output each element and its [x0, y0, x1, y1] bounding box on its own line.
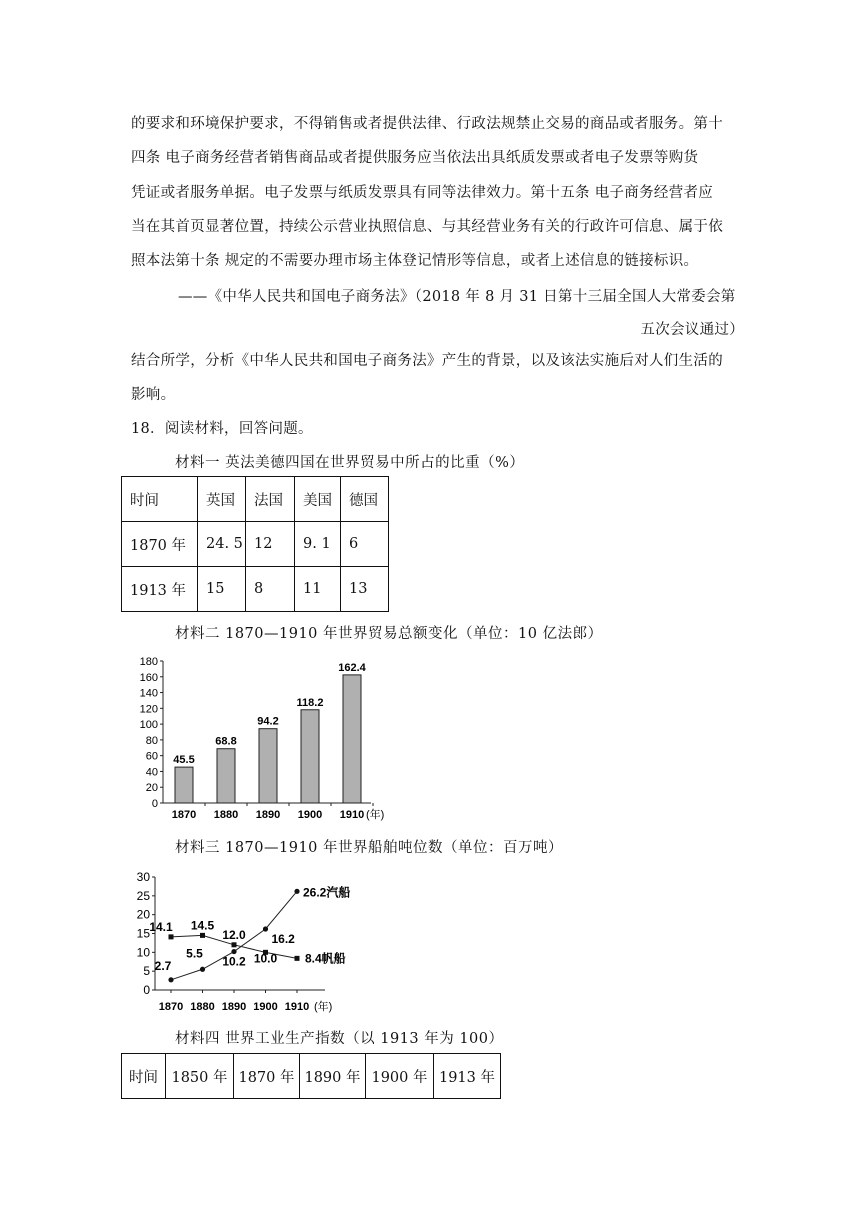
- data-point: [169, 934, 174, 939]
- table-header-cell: 法国: [246, 477, 295, 522]
- y-tick-label: 5: [143, 964, 150, 979]
- data-point: [200, 967, 205, 972]
- data-point: [294, 889, 299, 894]
- x-tick-label: 1890: [255, 809, 281, 821]
- y-tick-label: 25: [136, 888, 150, 903]
- y-tick-label: 100: [139, 719, 158, 732]
- y-tick-label: 80: [145, 734, 158, 747]
- table-cell: 11: [295, 567, 341, 612]
- y-tick-label: 40: [145, 766, 158, 779]
- bar-value-label: 162.4: [338, 661, 366, 674]
- data-point: [295, 956, 300, 961]
- passage-line-1: 的要求和环境保护要求，不得销售或者提供法律、行政法规禁止交易的商品或者服务。第十: [131, 116, 723, 132]
- y-tick-label: 20: [136, 907, 150, 922]
- table-header-cell: 1900 年: [366, 1054, 434, 1099]
- passage-source-cont: 五次会议通过）: [640, 322, 744, 338]
- data-label: 2.7: [154, 958, 172, 973]
- table-header-cell: 1890 年: [300, 1054, 366, 1099]
- bar-value-label: 94.2: [257, 715, 279, 728]
- data-point: [232, 942, 237, 947]
- passage-line-3: 凭证或者服务单据。电子发票与纸质发票具有同等法律效力。第十五条 电子商务经营者应: [131, 185, 714, 201]
- material1-table: [121, 476, 389, 612]
- table-header-row: [122, 477, 389, 522]
- data-label: 10.0: [253, 951, 278, 966]
- x-tick-label: 1900: [253, 1001, 278, 1013]
- x-tick-label: 1900: [297, 809, 323, 821]
- table-cell: 9. 1: [295, 522, 341, 567]
- bar-value-label: 45.5: [173, 754, 195, 767]
- trade-volume-bar-chart: [130, 652, 390, 828]
- x-tick-label: 1880: [190, 1001, 215, 1013]
- table-row: [122, 567, 389, 612]
- y-tick-label: 30: [136, 870, 150, 884]
- table-cell: 6: [341, 522, 389, 567]
- ship-tonnage-line-chart: [130, 866, 390, 1016]
- material4-table: [121, 1053, 501, 1099]
- bar: [217, 749, 235, 803]
- table-cell: 12: [246, 522, 295, 567]
- y-tick-label: 0: [143, 983, 150, 997]
- passage-line-5: 照本法第十条 规定的不需要办理市场主体登记情形等信息，或者上述信息的链接标识。: [131, 253, 699, 269]
- table-header-cell: 1850 年: [166, 1054, 234, 1099]
- series-end-label: 8.4帆船: [305, 951, 346, 966]
- material4-caption: 材料四 世界工业生产指数（以 1913 年为 100）: [175, 1031, 504, 1047]
- question18-title: 18．阅读材料，回答问题。: [131, 421, 313, 437]
- x-axis-label: (年): [366, 809, 385, 821]
- table-header-cell: 1870 年: [234, 1054, 300, 1099]
- series-end-label: 26.2汽船: [303, 885, 351, 900]
- data-point: [200, 933, 205, 938]
- y-tick-label: 10: [136, 945, 150, 960]
- y-tick-label: 180: [139, 656, 158, 668]
- x-tick-label: 1880: [213, 809, 239, 821]
- table-header-cell: 德国: [341, 477, 389, 522]
- table-header-cell: 时间: [122, 477, 198, 522]
- y-tick-label: 140: [139, 687, 158, 700]
- data-label: 10.2: [222, 954, 246, 969]
- y-tick-label: 0: [151, 798, 158, 810]
- bar: [343, 675, 361, 803]
- bar-value-label: 68.8: [215, 735, 237, 748]
- table-cell: 8: [246, 567, 295, 612]
- bar-value-label: 118.2: [296, 696, 324, 709]
- material2-caption: 材料二 1870—1910 年世界贸易总额变化（单位：10 亿法郎）: [175, 626, 603, 642]
- material1-caption: 材料一 英法美德四国在世界贸易中所占的比重（%）: [175, 455, 525, 471]
- x-axis-label: (年): [314, 1001, 333, 1013]
- x-tick-label: 1870: [171, 809, 197, 821]
- y-tick-label: 60: [145, 750, 158, 763]
- data-point: [263, 926, 268, 931]
- x-tick-label: 1910: [339, 809, 365, 821]
- data-label: 16.2: [271, 931, 295, 946]
- bar: [301, 710, 319, 803]
- y-tick-label: 20: [145, 782, 158, 795]
- y-tick-label: 120: [139, 703, 158, 716]
- table-header-cell: 1913 年: [434, 1054, 501, 1099]
- bar: [175, 767, 193, 803]
- table-header-row: [122, 1054, 501, 1099]
- table-header-cell: 英国: [198, 477, 246, 522]
- table-cell: 13: [341, 567, 389, 612]
- material3-caption: 材料三 1870—1910 年世界船舶吨位数（单位：百万吨）: [175, 840, 564, 856]
- question17-prompt: 结合所学，分析《中华人民共和国电子商务法》产生的背景，以及该法实施后对人们生活的: [131, 353, 723, 369]
- table-cell: 1870 年: [122, 522, 198, 567]
- data-label: 14.1: [149, 919, 173, 934]
- table-cell: 1913 年: [122, 567, 198, 612]
- passage-line-4: 当在其首页显著位置，持续公示营业执照信息、与其经营业务有关的行政许可信息、属于依: [131, 219, 723, 235]
- table-row: [122, 522, 389, 567]
- x-tick-label: 1870: [158, 1001, 184, 1013]
- table-header-cell: 时间: [122, 1054, 166, 1099]
- y-tick-label: 15: [136, 926, 150, 941]
- passage-source: ——《中华人民共和国电子商务法》（2018 年 8 月 31 日第十三届全国人大常委会第: [178, 289, 736, 305]
- data-label: 14.5: [190, 918, 215, 933]
- table-header-cell: 美国: [295, 477, 341, 522]
- x-tick-label: 1910: [284, 1001, 310, 1013]
- bar: [259, 729, 277, 803]
- y-tick-label: 160: [139, 671, 158, 684]
- table-cell: 15: [198, 567, 246, 612]
- data-label: 5.5: [186, 946, 203, 961]
- data-label: 12.0: [222, 927, 246, 942]
- data-point: [231, 949, 236, 954]
- x-tick-label: 1890: [221, 1001, 247, 1013]
- passage-line-2: 四条 电子商务经营者销售商品或者提供服务应当依法出具纸质发票或者电子发票等购货: [131, 150, 699, 166]
- question17-prompt-cont: 影响。: [131, 387, 176, 403]
- table-cell: 24. 5: [198, 522, 246, 567]
- data-point: [168, 977, 173, 982]
